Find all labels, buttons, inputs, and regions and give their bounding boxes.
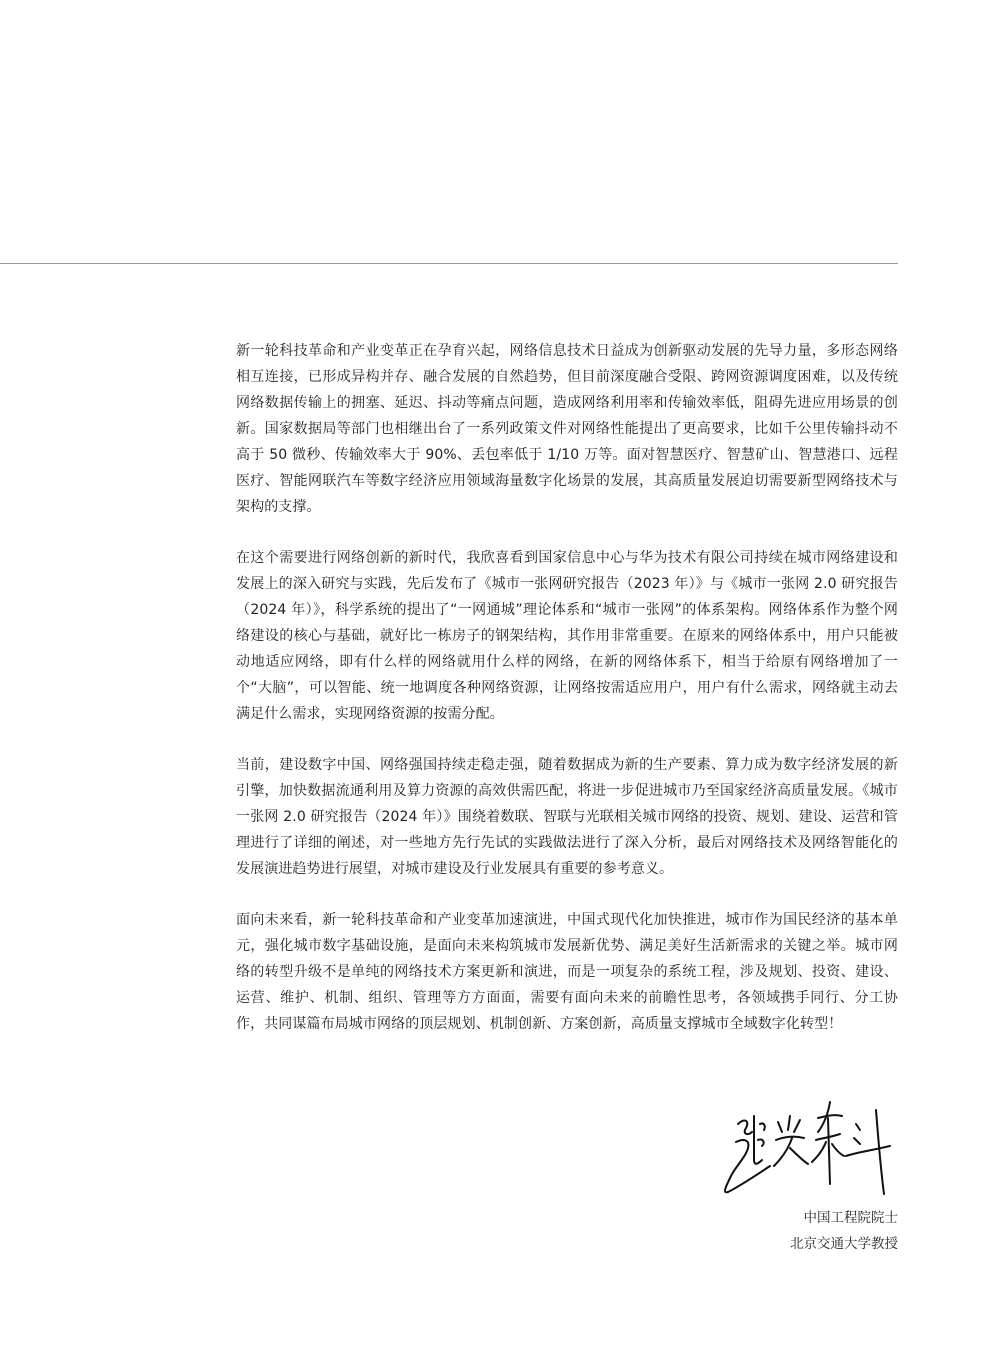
preface-body (236, 338, 898, 1062)
header-divider (0, 263, 898, 264)
author-title-professor: 北京交通大学教授 (790, 1236, 898, 1252)
preface-paragraph-3: 当前，建设数字中国、网络强国持续走稳走强，随着数据成为新的生产要素、算力成为数字经济发展的新引擎，加快数据流通利用及算力资源的高效供需匹配，将进一步促进城市乃至国家经济高质量发展。《城市一张网 2.0 研究报告（2024 年）》围绕着数联、智联与光联相关城市网络的投资、规划、建设、运营和管理进行了详细的阐述，对一些地方先行先试的实践做法进行了深入分析，最后对网络技术及网络智能化的发展演进趋势进行展望，对城市建设及行业发展具有重要的参考意义。 (236, 757, 898, 877)
preface-paragraph-1: 新一轮科技革命和产业变革正在孕育兴起，网络信息技术日益成为创新驱动发展的先导力量，多形态网络相互连接，已形成异构并存、融合发展的自然趋势，但目前深度融合受限、跨网资源调度困难，以及传统网络数据传输上的拥塞、延迟、抖动等痛点问题，造成网络利用率和传输效率低，阻碍先进应用场景的创新。国家数据局等部门也相继出台了一系列政策文件对网络性能提出了更高要求，比如千公里传输抖动不高于 50 微秒、传输效率大于 90%、丢包率低于 1/10 万等。面对智慧医疗、智慧矿山、智慧港口、远程医疗、智能网联汽车等数字经济应用领域海量数字化场景的发展，其高质量发展迫切需要新型网络技术与架构的支撑。 (236, 343, 898, 515)
preface-paragraph-2: 在这个需要进行网络创新的新时代，我欣喜看到国家信息中心与华为技术有限公司持续在城市网络建设和发展上的深入研究与实践，先后发布了《城市一张网研究报告（2023 年）》与《城市一张网 2.0 研究报告（2024 年）》，科学系统的提出了“一网通城”理论体系和“城市一张网”的体系架构。网络体系作为整个网络建设的核心与基础，就好比一栋房子的钢架结构，其作用非常重要。在原来的网络体系中，用户只能被动地适应网络，即有什么样的网络就用什么样的网络，在新的网络体系下，相当于给原有网络增加了一个“大脑”，可以智能、统一地调度各种网络资源，让网络按需适应用户，用户有什么需求，网络就主动去满足什么需求，实现网络资源的按需分配。 (236, 550, 898, 722)
preface-paragraph-4: 面向未来看，新一轮科技革命和产业变革加速演进，中国式现代化加快推进，城市作为国民经济的基本单元，强化城市数字基础设施，是面向未来构筑城市发展新优势、满足美好生活新需求的关键之举。城市网络的转型升级不是单纯的网络技术方案更新和演进，而是一项复杂的系统工程，涉及规划、投资、建设、运营、维护、机制、组织、管理等方方面面，需要有面向未来的前瞻性思考，各领域携手同行、分工协作，共同谋篇布局城市网络的顶层规划、机制创新、方案创新，高质量支撑城市全域数字化转型！ (236, 912, 898, 1032)
author-signature (718, 1094, 898, 1204)
author-title-academician: 中国工程院院士 (803, 1210, 898, 1226)
